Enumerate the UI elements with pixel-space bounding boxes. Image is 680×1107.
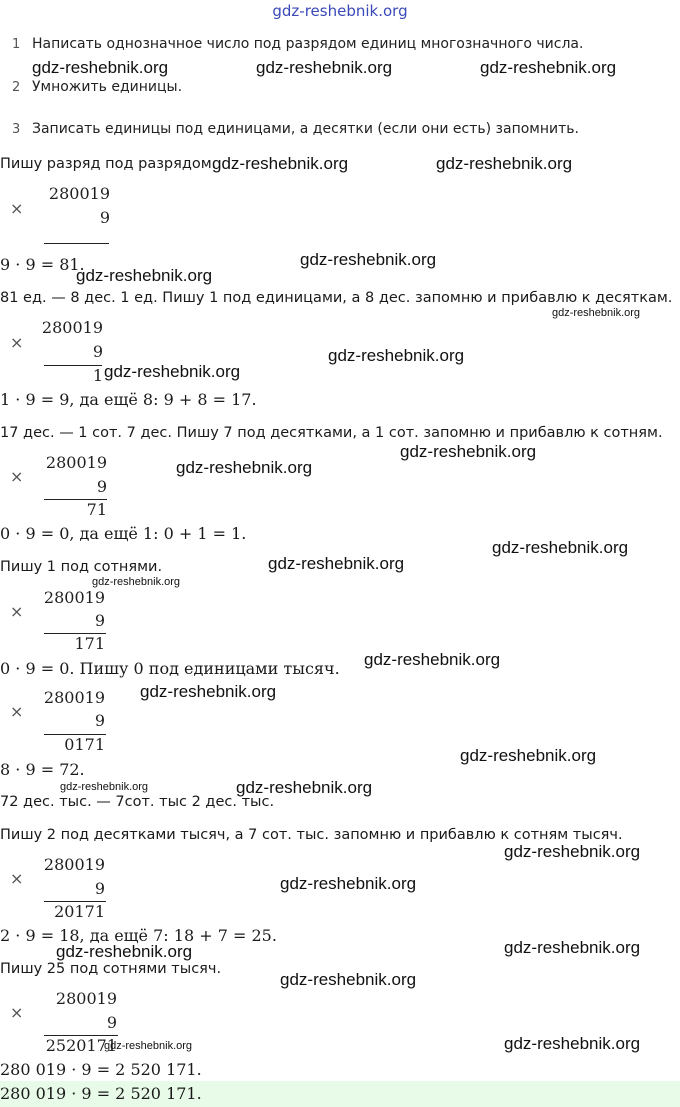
multiplicand: 280019 (43, 588, 105, 607)
partial-result: 171 (74, 634, 105, 653)
watermark: gdz-reshebnik.org (328, 346, 465, 365)
multiplicand: 280019 (41, 318, 103, 337)
multiplier: 9 (94, 711, 105, 730)
partial-result: 20171 (54, 902, 105, 921)
step-number: 2 (12, 80, 21, 95)
partial-result: 0171 (64, 735, 105, 754)
multiply-sign: × (10, 869, 24, 888)
watermark: gdz-reshebnik.org (504, 1034, 641, 1053)
partial-result: 1 (92, 366, 103, 385)
text-line: Пишу разряд под разрядом. (0, 156, 217, 172)
watermark: gdz-reshebnik.org (212, 154, 349, 173)
text-line: Пишу 2 под десятками тысяч, а 7 сот. тыс. запомню и прибавлю к сотням тысяч. (0, 827, 623, 843)
step-text: Записать единицы под единицами, а десятки (если они есть) запомнить. (32, 121, 579, 137)
text-line: 0 · 9 = 0, да ещё 1: 0 + 1 = 1. (0, 524, 247, 543)
multiplier: 9 (106, 1013, 117, 1032)
multiplicand: 280019 (43, 688, 105, 707)
watermark: gdz-reshebnik.org (492, 538, 629, 557)
multiplicand: 280019 (55, 989, 117, 1008)
watermark: gdz-reshebnik.org (280, 970, 417, 989)
watermark: gdz-reshebnik.org (504, 938, 641, 957)
watermark: gdz-reshebnik.org (32, 58, 169, 77)
watermark: gdz-reshebnik.org (76, 266, 213, 285)
multiply-sign: × (10, 602, 24, 621)
text-line: Пишу 1 под сотнями. (0, 559, 163, 575)
text-line: 2 · 9 = 18, да ещё 7: 18 + 7 = 25. (0, 926, 277, 945)
watermark: gdz-reshebnik.org (436, 154, 573, 173)
watermark: gdz-reshebnik.org (176, 458, 313, 477)
multiplier: 9 (94, 611, 105, 630)
text-line: 17 дес. — 1 сот. 7 дес. Пишу 7 под десятками, а 1 сот. запомню и прибавлю к сотням. (0, 425, 663, 441)
watermark: gdz-reshebnik.org (552, 307, 641, 319)
text-line: 9 · 9 = 81. (0, 255, 85, 274)
multiply-sign: × (10, 467, 24, 486)
multiplicand: 280019 (43, 855, 105, 874)
watermark: gdz-reshebnik.org (140, 682, 277, 701)
watermark: gdz-reshebnik.org (104, 1040, 193, 1052)
multiplier: 9 (92, 342, 103, 361)
watermark: gdz-reshebnik.org (60, 781, 149, 793)
watermark: gdz-reshebnik.org (504, 842, 641, 861)
multiply-sign: × (10, 1003, 24, 1022)
step-text: Написать однозначное число под разрядом единиц многозначного числа. (32, 36, 584, 52)
final-answer: 280 019 · 9 = 2 520 171. (0, 1084, 202, 1103)
multiplier: 9 (96, 477, 107, 496)
text-line: 1 · 9 = 9, да ещё 8: 9 + 8 = 17. (0, 390, 257, 409)
watermark: gdz-reshebnik.org (400, 442, 537, 461)
watermark: gdz-reshebnik.org (268, 554, 405, 573)
watermark: gdz-reshebnik.org (280, 874, 417, 893)
partial-result: 2520171 (45, 1036, 117, 1055)
text-line: 0 · 9 = 0. Пишу 0 под единицами тысяч. (0, 659, 340, 678)
result-rule (44, 243, 109, 244)
watermark: gdz-reshebnik.org (480, 58, 617, 77)
multiply-sign: × (10, 702, 24, 721)
multiply-sign: × (10, 199, 24, 218)
text-line: 280 019 · 9 = 2 520 171. (0, 1060, 202, 1079)
partial-result: 71 (86, 500, 107, 519)
multiply-sign: × (10, 333, 24, 352)
step-number: 1 (12, 37, 21, 52)
watermark: gdz-reshebnik.org (300, 250, 437, 269)
watermark: gdz-reshebnik.org (56, 942, 193, 961)
multiplier: 9 (99, 208, 110, 227)
step-text: Умножить единицы. (32, 79, 183, 95)
watermark: gdz-reshebnik.org (92, 576, 181, 588)
watermark: gdz-reshebnik.org (236, 778, 373, 797)
multiplier: 9 (94, 879, 105, 898)
text-line: 8 · 9 = 72. (0, 760, 85, 779)
watermark: gdz-reshebnik.org (364, 650, 501, 669)
watermark: gdz-reshebnik.org (256, 58, 393, 77)
site-watermark-top: gdz-reshebnik.org (272, 2, 408, 20)
watermark: gdz-reshebnik.org (460, 746, 597, 765)
text-line: 81 ед. — 8 дес. 1 ед. Пишу 1 под единицами, а 8 дес. запомню и прибавлю к десяткам. (0, 290, 673, 306)
step-number: 3 (12, 122, 21, 137)
text-line: 72 дес. тыс. — 7сот. тыс 2 дес. тыс. (0, 794, 275, 810)
text-line: Пишу 25 под сотнями тысяч. (0, 961, 222, 977)
multiplicand: 280019 (45, 453, 107, 472)
multiplicand: 280019 (48, 184, 110, 203)
watermark: gdz-reshebnik.org (104, 362, 241, 381)
